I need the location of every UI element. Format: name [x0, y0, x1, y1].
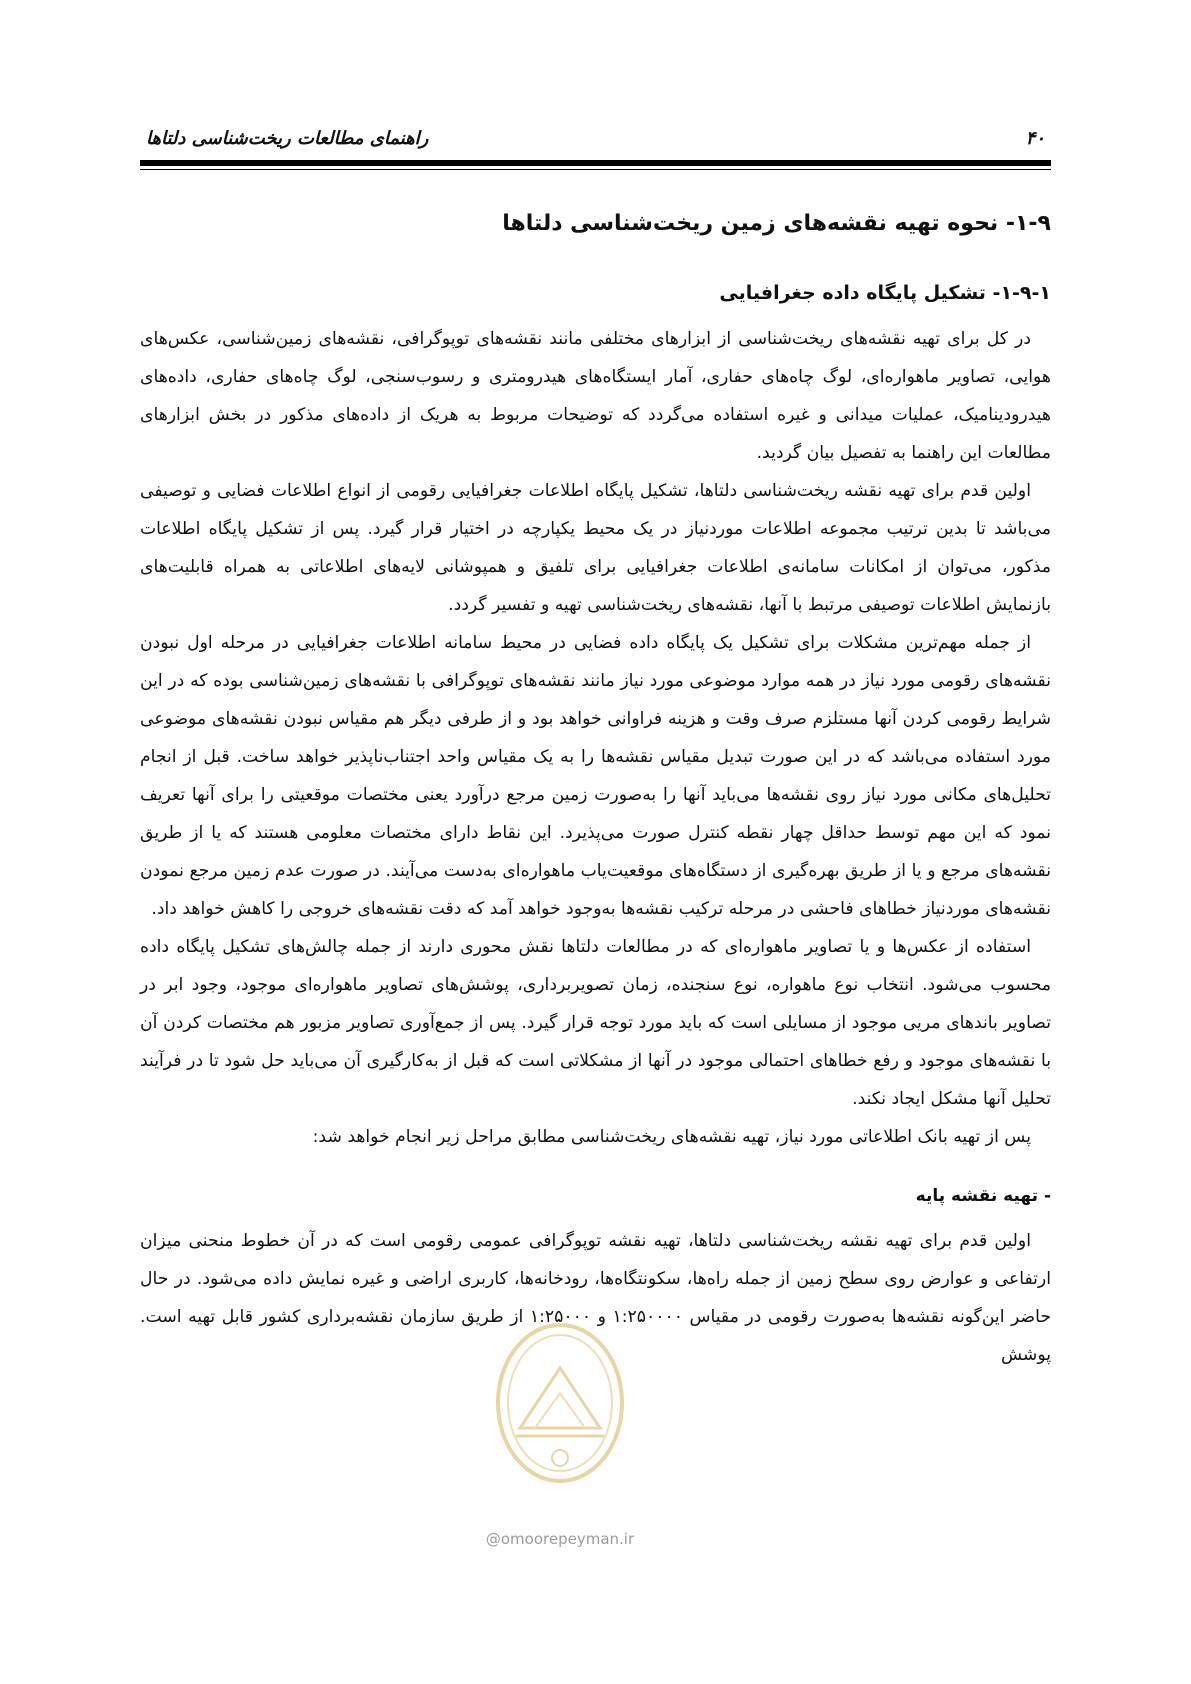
- paragraph: در کل برای تهیه نقشه‌های ریخت‌شناسی از ابزارهای مختلفی مانند نقشه‌های توپوگرافی، نقشه‌های زمین‌شناسی، عکس‌های هوایی، تصاویر ماهواره‌ای، لوگ چاه‌های حفاری، آمار ایستگاه‌های هیدرومتری و رسوب‌سنجی، لوگ چاه‌های حفاری، داده‌های هیدرودینامیک، عملیات میدانی و غیره استفاده می‌گردد که توضیحات مربوط به هریک از داده‌های مذکور در بخش ابزارهای مطالعات این راهنما به تفصیل بیان گردید.: [140, 329, 1051, 463]
- section-title: ۱-۹- نحوه تهیه نقشه‌های زمین ریخت‌شناسی دلتاها: [502, 211, 1051, 236]
- bullet-heading: - تهیه نقشه پایه: [915, 1186, 1051, 1206]
- running-title: راهنمای مطالعات ریخت‌شناسی دلتاها: [146, 128, 429, 149]
- paragraph: اولین قدم برای تهیه نقشه ریخت‌شناسی دلتاها، تشکیل پایگاه اطلاعات جغرافیایی رقومی از انواع اطلاعات فضایی و توصیفی می‌باشد تا بدین ترتیب مجموعه اطلاعات موردنیاز در یک محیط یکپارچه در اختیار قرار گیرد. پس از تشکیل پایگاه اطلاعات مذکور، می‌توان از امکانات سامانه‌ی اطلاعات جغرافیایی برای تلفیق و همپوشانی لایه‌های اطلاعاتی به همراه قابلیت‌های بازنمایش اطلاعات توصیفی مرتبط با آنها، نقشه‌های ریخت‌شناسی تهیه و تفسیر گردد.: [140, 481, 1051, 615]
- paragraph: استفاده از عکس‌ها و یا تصاویر ماهواره‌ای که در مطالعات دلتاها نقش محوری دارند از جمله چالش‌های تشکیل پایگاه داده محسوب می‌شود. انتخاب نوع ماهواره، نوع سنجنده، زمان تصویربرداری، پوشش‌های تصاویر ماهواره‌ای موجود، وجود ابر در تصاویر باندهای مریی موجود از مسایلی است که باید مورد توجه قرار گیرد. پس از جمع‌آوری تصاویر مزبور هم مختصات کردن آن با نقشه‌های موجود و رفع خطاهای احتمالی موجود در آنها از مشکلاتی است که قبل از به‌کارگیری آن می‌باید حل شود تا در فرآیند تحلیل آنها مشکل ایجاد نکند.: [140, 937, 1051, 1109]
- watermark-site: @omoorepeyman.ir: [485, 1530, 635, 1548]
- header-rule: [140, 160, 1051, 166]
- watermark-logo-icon: [480, 1308, 640, 1488]
- page-body: [140, 204, 1051, 1374]
- page-number: ۴۰: [1025, 128, 1045, 149]
- subsection-title: ۱-۹-۱- تشکیل پایگاه داده جغرافیایی: [719, 282, 1051, 304]
- page-header: [140, 128, 1051, 158]
- paragraph: پس از تهیه بانک اطلاعاتی مورد نیاز، تهیه نقشه‌های ریخت‌شناسی مطابق مراحل زیر انجام خواهد شد:: [312, 1127, 1031, 1147]
- header-rule-thin: [140, 169, 1051, 170]
- paragraph: اولین قدم برای تهیه نقشه ریخت‌شناسی دلتاها، تهیه نقشه توپوگرافی عمومی رقومی است که در آن خطوط منحنی میزان ارتفاعی و عوارض روی سطح زمین از جمله راه‌ها، سکونتگاه‌ها، رودخانه‌ها، کاربری اراضی و غیره نمایش داده می‌شود. در حال حاضر این‌گونه نقشه‌ها به‌صورت رقومی در مقیاس ۱:۲۵۰۰۰۰ و ۱:۲۵۰۰۰ از طریق سازمان نقشه‌برداری کشور قابل تهیه است. پوشش: [140, 1231, 1051, 1365]
- paragraph: از جمله مهم‌ترین مشکلات برای تشکیل یک پایگاه داده فضایی در محیط سامانه اطلاعات جغرافیایی در مرحله اول نبودن نقشه‌های رقومی مورد نیاز در همه موارد موضوعی مورد نیاز مانند نقشه‌های توپوگرافی با نقشه‌های زمین‌شناسی بوده که در این شرایط رقومی کردن آنها مستلزم صرف وقت و هزینه فراوانی خواهد بود و از طرفی دیگر هم مقیاس نبودن نقشه‌های موضوعی مورد استفاده می‌باشد که در این صورت تبدیل مقیاس نقشه‌ها را به یک مقیاس واحد اجتناب‌ناپذیر خواهد ساخت. قبل از انجام تحلیل‌های مکانی مورد نیاز روی نقشه‌ها می‌باید آنها را به‌صورت زمین مرجع درآورد یعنی مختصات موقعیتی را برای آنها تعریف نمود که این مهم توسط حداقل چهار نقطه کنترل صورت می‌پذیرد. این نقاط دارای مختصات معلومی هستند که یا از طریق نقشه‌های مرجع و یا از طریق بهره‌گیری از دستگاه‌های موقعیت‌یاب ماهواره‌ای به‌دست می‌آیند. در صورت عدم زمین مرجع نمودن نقشه‌های موردنیاز خطاهای فاحشی در مرحله ترکیب نقشه‌ها به‌وجود خواهد آمد که دقت نقشه‌های خروجی را کاهش خواهد داد.: [140, 633, 1051, 919]
